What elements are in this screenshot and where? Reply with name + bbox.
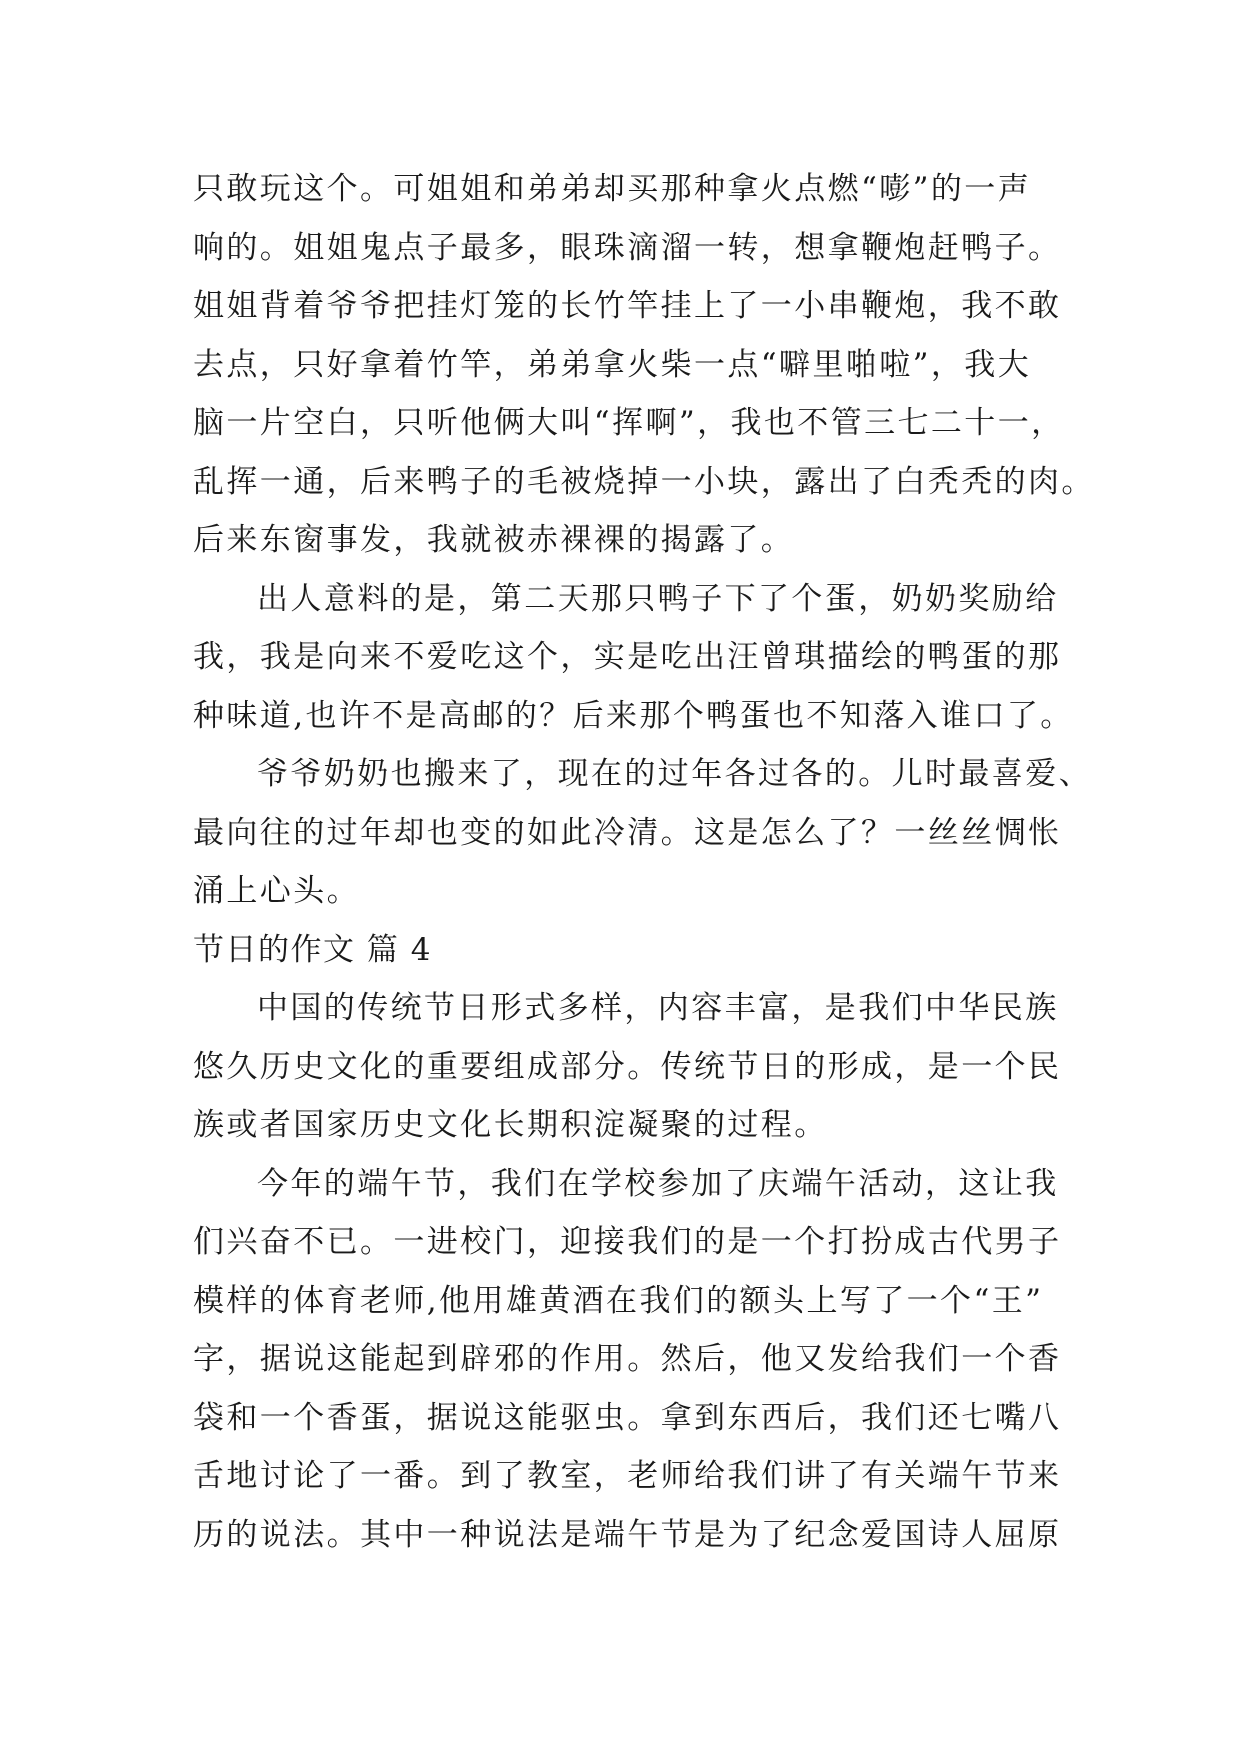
text-line: 历的说法。其中一种说法是端午节是为了纪念爱国诗人屈原: [193, 1516, 1062, 1553]
paragraph-first-line: 中国的传统节日形式多样，内容丰富，是我们中华民族: [257, 990, 1059, 1026]
text-line: 乱挥一通，后来鸭子的毛被烧掉一小块，露出了白秃秃的肉。: [193, 463, 1095, 500]
text-line: 只敢玩这个。可姐姐和弟弟却买那种拿火点燃“嘭”的一声: [193, 171, 1032, 207]
text-line: 后来东窗事发，我就被赤裸裸的揭露了。: [193, 522, 795, 558]
text-line: 姐姐背着爷爷把挂灯笼的长竹竿挂上了一小串鞭炮，我不敢: [193, 288, 1062, 324]
paragraph-first-line: 出人意料的是，第二天那只鸭子下了个蛋，奶奶奖励给: [257, 580, 1059, 617]
text-line: 涌上心头。: [193, 873, 360, 909]
text-line: 悠久历史文化的重要组成部分。传统节日的形成，是一个民: [193, 1048, 1062, 1085]
text-line: 最向往的过年却也变的如此冷清。这是怎么了？一丝丝惆怅: [193, 814, 1062, 851]
text-line: 族或者国家历史文化长期积淀凝聚的过程。: [193, 1107, 828, 1143]
text-line: 种味道,也许不是高邮的？后来那个鸭蛋也不知落入谁口了。: [193, 697, 1074, 734]
section-heading: 节日的作文 篇 4: [193, 931, 432, 968]
paragraph-first-line: 爷爷奶奶也搬来了，现在的过年各过各的。儿时最喜爱、: [257, 756, 1092, 792]
paragraph-first-line: 今年的端午节，我们在学校参加了庆端午活动，这让我: [257, 1165, 1059, 1202]
text-line: 响的。姐姐鬼点子最多，眼珠滴溜一转，想拿鞭炮赶鸭子。: [193, 229, 1062, 266]
text-line: 去点，只好拿着竹竿，弟弟拿火柴一点“噼里啪啦”，我大: [193, 346, 1032, 383]
text-line: 我，我是向来不爱吃这个，实是吃出汪曾琪描绘的鸭蛋的那: [193, 639, 1062, 675]
text-line: 字，据说这能起到辟邪的作用。然后，他又发给我们一个香: [193, 1341, 1062, 1377]
text-line: 脑一片空白，只听他俩大叫“挥啊”，我也不管三七二十一，: [193, 405, 1065, 441]
text-line: 袋和一个香蛋，据说这能驱虫。拿到东西后，我们还七嘴八: [193, 1399, 1062, 1436]
text-line: 模样的体育老师,他用雄黄酒在我们的额头上写了一个“王”: [193, 1282, 1044, 1319]
body-text: [193, 160, 1095, 1564]
text-line: 舌地讨论了一番。到了教室，老师给我们讲了有关端午节来: [193, 1458, 1062, 1494]
text-line: 们兴奋不已。一进校门，迎接我们的是一个打扮成古代男子: [193, 1224, 1062, 1260]
